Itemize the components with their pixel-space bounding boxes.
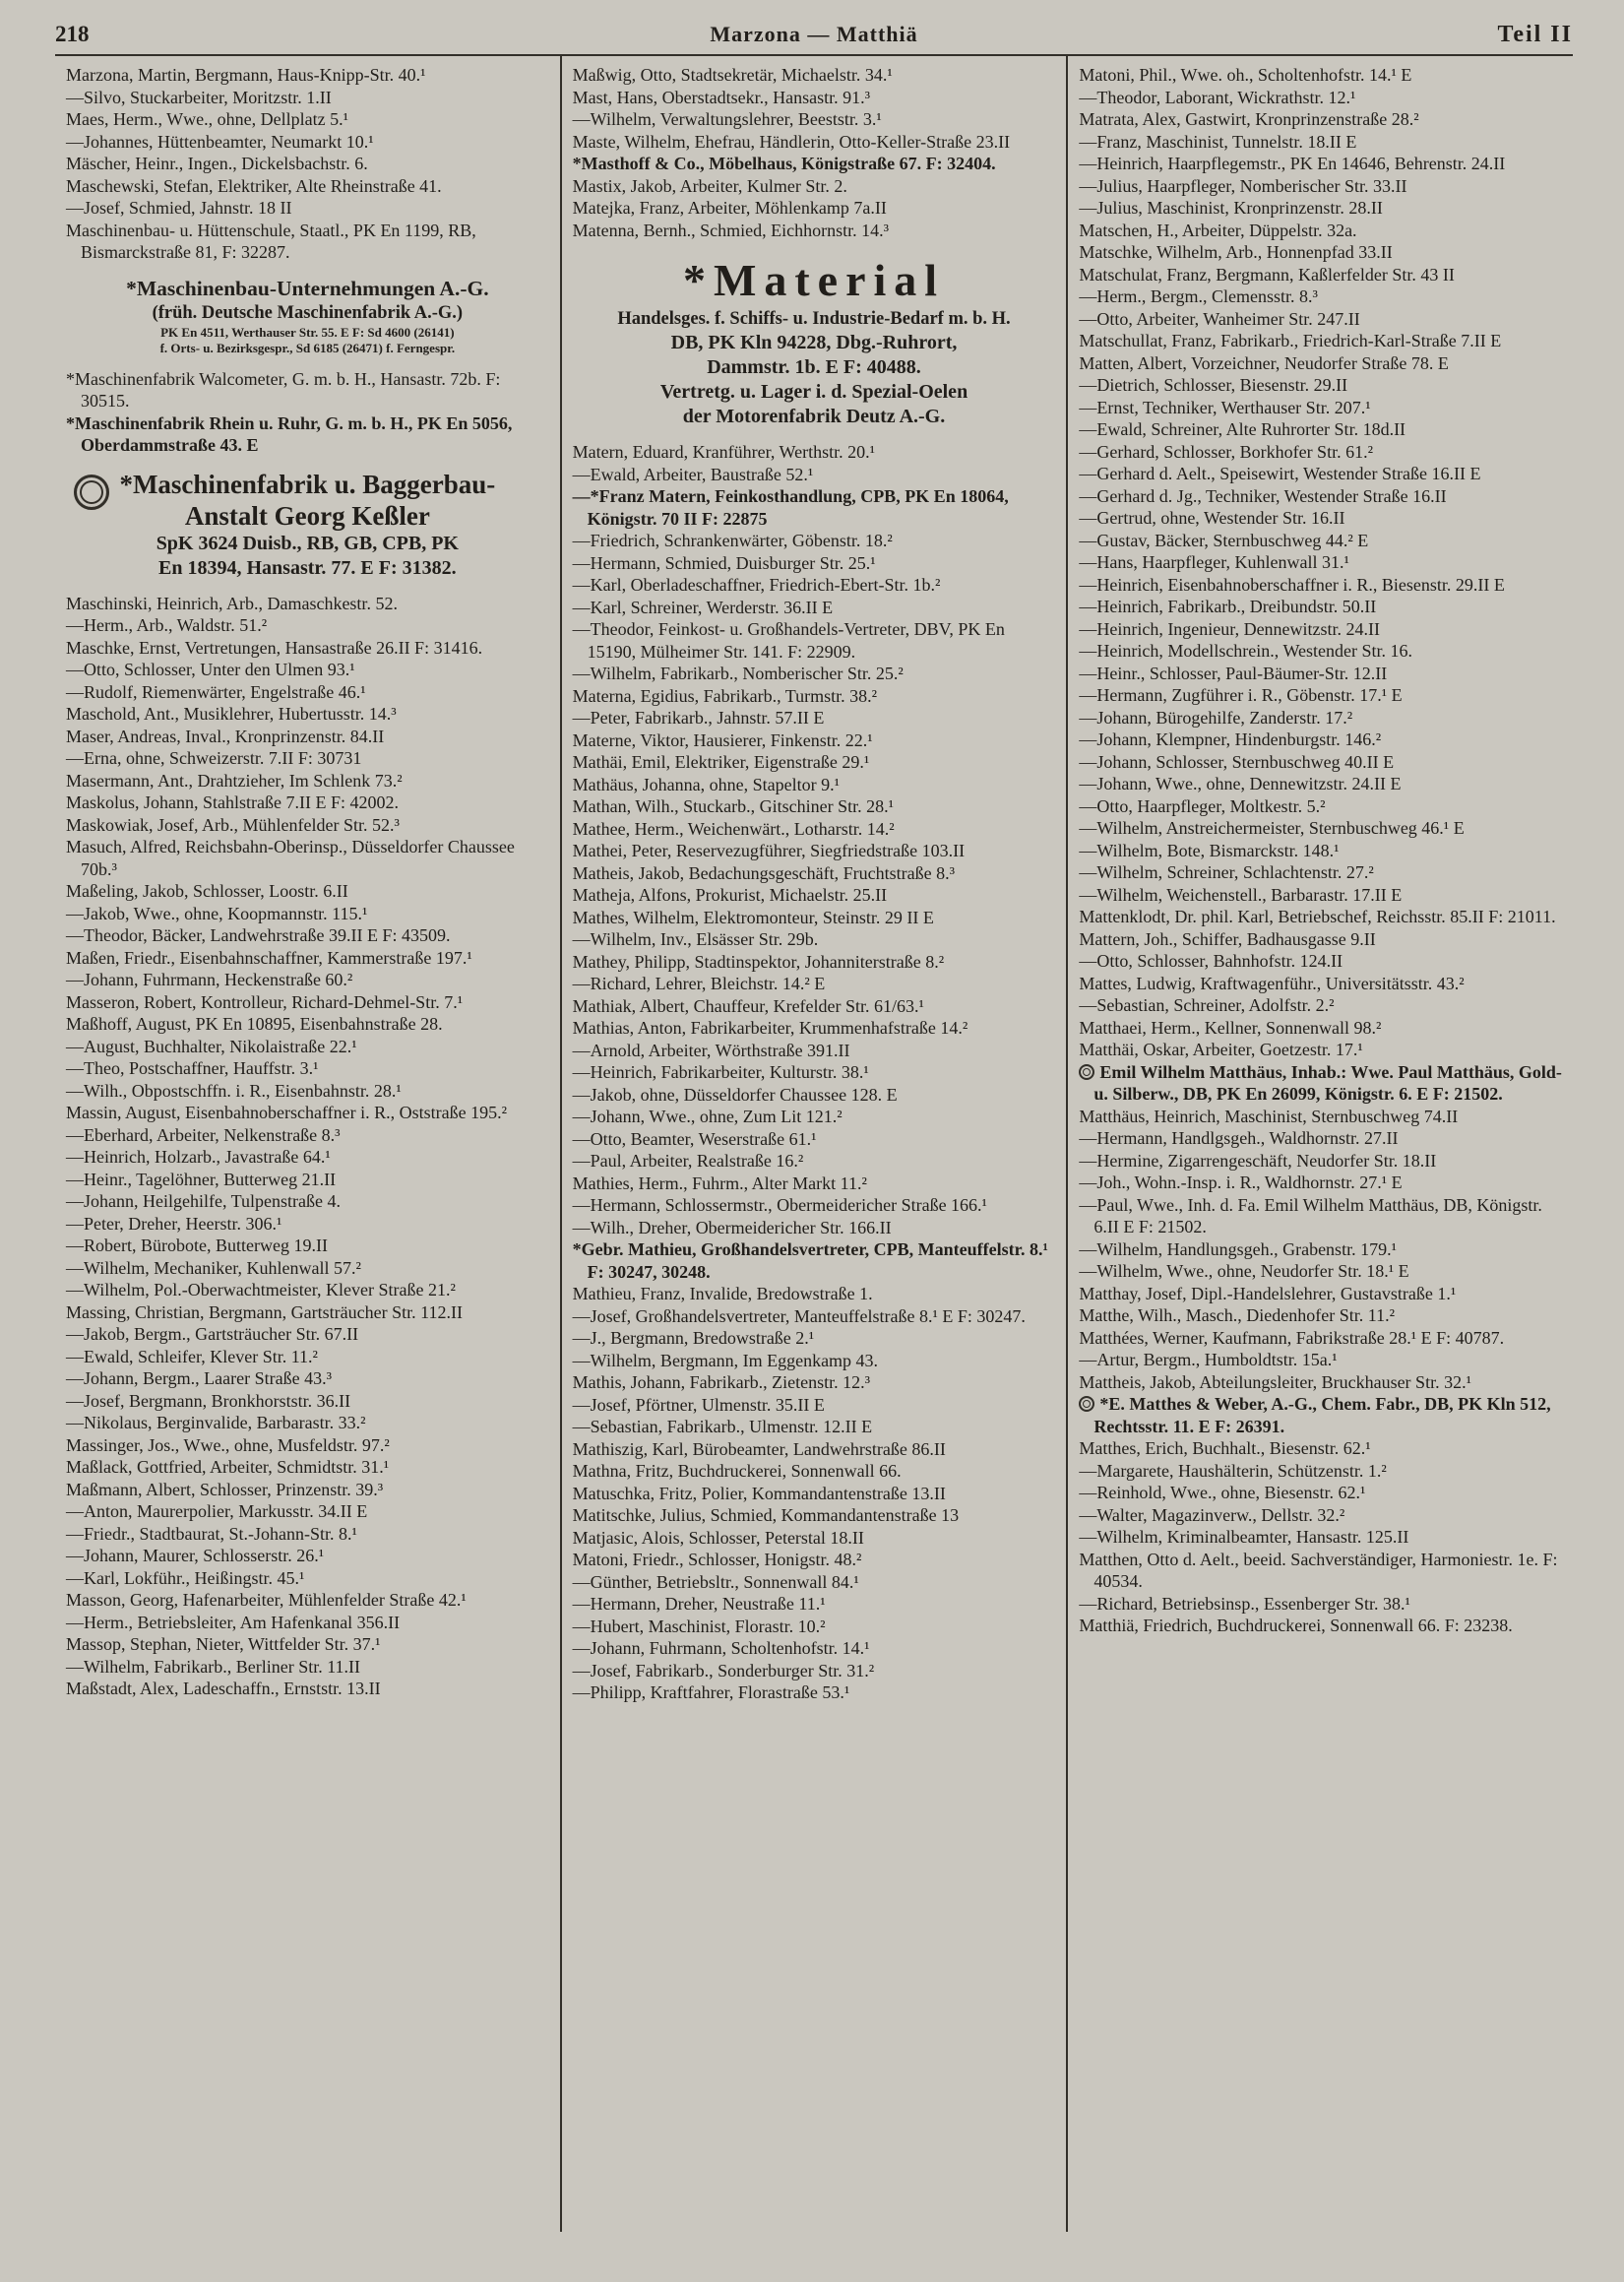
directory-entry: Matthäus, Heinrich, Maschinist, Sternbuschweg 74.II [1079,1106,1459,1126]
directory-entry: Maste, Wilhelm, Ehefrau, Händlerin, Otto-Keller-Straße 23.II [572,131,1011,152]
directory-entry: —Hermann, Dreher, Neustraße 11.¹ [572,1594,826,1614]
directory-entry: Mattes, Ludwig, Kraftwagenführ., Universitätsstr. 43.² [1079,973,1465,993]
directory-entry: —Theodor, Bäcker, Landwehrstraße 39.II E F: 43509. [66,925,451,945]
directory-entry: —Erna, ohne, Schweizerstr. 7.II F: 30731 [66,748,362,768]
directory-entry: —Otto, Beamter, Weserstraße 61.¹ [572,1128,817,1149]
directory-entry: Maschke, Ernst, Vertretungen, Hansastraße 26.II F: 31416. [66,637,483,658]
directory-entry: Mathiak, Albert, Chauffeur, Krefelder Str. 61/63.¹ [572,995,924,1016]
directory-entry: —Hans, Haarpfleger, Kuhlenwall 31.¹ [1079,552,1349,572]
directory-entry: —Friedr., Stadtbaurat, St.-Johann-Str. 8.¹ [66,1523,357,1544]
directory-entry: —Josef, Bergmann, Bronkhorststr. 36.II [66,1390,351,1411]
directory-entry: Matthay, Josef, Dipl.-Handelslehrer, Gustavstraße 1.¹ [1079,1283,1457,1303]
advert-line: (früh. Deutsche Maschinenfabrik A.-G.) [152,302,464,323]
directory-entry: Mattern, Joh., Schiffer, Badhausgasse 9.II [1079,928,1376,949]
directory-entry: Massing, Christian, Bergmann, Gartsträucher Str. 112.II [66,1301,463,1322]
directory-entry: Marzona, Martin, Bergmann, Haus-Knipp-Str. 40.¹ [66,65,426,85]
directory-entry: —Peter, Dreher, Heerstr. 306.¹ [66,1213,282,1234]
directory-entry: Massin, August, Eisenbahnoberschaffner i. R., Oststraße 195.² [66,1103,507,1122]
directory-entry: Maschold, Ant., Musiklehrer, Hubertusstr. 14.³ [66,704,397,724]
directory-entry: Masseron, Robert, Kontrolleur, Richard-Dehmel-Str. 7.¹ [66,991,464,1012]
advert-line: Dammstr. 1b. E F: 40488. [707,356,921,378]
directory-entry: —Wilh., Obpostschffn. i. R., Eisenbahnstr. 28.¹ [66,1080,402,1101]
directory-entry: —Gerhard d. Aelt., Speisewirt, Westender Straße 16.II E [1079,464,1481,483]
company-logo-icon [1079,1064,1094,1080]
directory-entry: —Johann, Wwe., ohne, Zum Lit 121.² [572,1107,843,1126]
directory-entry: Massop, Stephan, Nieter, Wittfelder Str. 37.¹ [66,1634,381,1654]
directory-entry: —Wilhelm, Pol.-Oberwachtmeister, Klever Straße 21.² [66,1280,456,1299]
directory-entry: —Otto, Schlosser, Unter den Ulmen 93.¹ [66,660,355,679]
directory-entry: —Josef, Großhandelsvertreter, Manteuffelstraße 8.¹ E F: 30247. [572,1305,1026,1326]
directory-entry: Matejka, Franz, Arbeiter, Möhlenkamp 7a.II [572,198,887,218]
directory-entry: Mathna, Fritz, Buchdruckerei, Sonnenwall 66. [572,1461,902,1481]
directory-entry: —Jakob, Bergm., Gartsträucher Str. 67.II [66,1324,359,1344]
directory-entry: —Sebastian, Fabrikarb., Ulmenstr. 12.II E [572,1417,873,1436]
directory-entry: Matuschka, Fritz, Polier, Kommandantenstraße 13.II [572,1483,946,1503]
directory-entry: —Theodor, Laborant, Wickrathstr. 12.¹ [1079,87,1356,107]
directory-entry: —Anton, Maurerpolier, Markusstr. 34.II E [66,1501,368,1521]
directory-entry: Matoni, Friedr., Schlosser, Honigstr. 48.² [572,1550,862,1569]
directory-entry: Maßwig, Otto, Stadtsekretär, Michaelstr. 34.¹ [572,65,893,85]
directory-entry: —Herm., Bergm., Clemensstr. 8.³ [1079,286,1318,306]
directory-entry: Mathies, Herm., Fuhrm., Alter Markt 11.² [572,1173,867,1193]
directory-entry: Mathäi, Emil, Elektriker, Eigenstraße 29.¹ [572,752,870,772]
directory-entry: —Josef, Pförtner, Ulmenstr. 35.II E [572,1394,825,1415]
directory-entry: —Ewald, Schleifer, Klever Str. 11.² [66,1346,318,1366]
directory-entry: —Ewald, Schreiner, Alte Ruhrorter Str. 18d.II [1079,419,1406,439]
directory-entry: —Karl, Lokführ., Heißingstr. 45.¹ [66,1567,305,1588]
advert-line: En 18394, Hansastr. 77. E F: 31382. [158,556,457,579]
directory-entry: —Johann, Fuhrmann, Heckenstraße 60.² [66,970,353,989]
directory-entry: —Gustav, Bäcker, Sternbuschweg 44.² E [1079,530,1369,550]
directory-entry: —Hermann, Handlgsgeh., Waldhornstr. 27.II [1079,1128,1399,1148]
directory-entry: —Jakob, ohne, Düsseldorfer Chaussee 128. E [572,1084,898,1105]
directory-entry: Masuch, Alfred, Reichsbahn-Oberinsp., Düsseldorfer Chaussee 70b.³ [66,837,515,879]
directory-column-3 [1066,56,1573,2232]
directory-entry: Maßlack, Gottfried, Arbeiter, Schmidtstr. 31.¹ [66,1457,390,1477]
directory-entry: —Wilhelm, Fabrikarb., Berliner Str. 11.II [66,1656,361,1677]
advert-line: der Motorenfabrik Deutz A.-G. [682,406,946,427]
directory-entry: Matheja, Alfons, Prokurist, Michaelstr. 25.II [572,885,888,905]
directory-column-1 [55,56,560,2232]
directory-entry: Masson, Georg, Hafenarbeiter, Mühlenfelder Straße 42.¹ [66,1590,467,1610]
directory-entry: Maskolus, Johann, Stahlstraße 7.II E F: 42002. [66,792,399,812]
part-label: Teil II [1497,22,1573,47]
directory-entry: Mastix, Jakob, Arbeiter, Kulmer Str. 2. [572,175,847,196]
directory-entry: —August, Buchhalter, Nikolaistraße 22.¹ [66,1036,357,1056]
directory-entry: —Otto, Schlosser, Bahnhofstr. 124.II [1079,951,1343,971]
directory-entry: —Wilhelm, Fabrikarb., Nomberischer Str. 25.² [572,664,904,683]
directory-entry: —Wilhelm, Verwaltungslehrer, Beeststr. 3.¹ [572,109,882,129]
directory-entry: Matern, Eduard, Kranführer, Werthstr. 20.¹ [572,442,875,462]
directory-entry: —Herm., Arb., Waldstr. 51.² [66,615,268,635]
page-number: 218 [55,22,90,46]
directory-entry: —Wilhelm, Wwe., ohne, Neudorfer Str. 18.¹ E [1079,1261,1409,1281]
directory-entry: —Gerhard, Schlosser, Borkhofer Str. 61.² [1079,441,1373,462]
company-logo-icon [1079,1396,1094,1412]
directory-entry: —Wilhelm, Handlungsgeh., Grabenstr. 179.¹ [1079,1238,1397,1259]
directory-entry: Mathis, Johann, Fabrikarb., Zietenstr. 12.³ [572,1372,871,1392]
directory-entry: Mattenklodt, Dr. phil. Karl, Betriebschef, Reichsstr. 85.II F: 21011. [1079,907,1556,926]
directory-entry: —Richard, Betriebsinsp., Essenberger Str. 38.¹ [1079,1593,1410,1614]
directory-entry: Matrata, Alex, Gastwirt, Kronprinzenstraße 28.² [1079,109,1419,129]
directory-entry: *Maschinenfabrik Walcometer, G. m. b. H., Hansastr. 72b. F: 30515. [66,368,501,411]
directory-entry: Matoni, Phil., Wwe. oh., Scholtenhofstr. 14.¹ E [1079,65,1412,85]
directory-entry: —Sebastian, Schreiner, Adolfstr. 2.² [1079,995,1335,1015]
advert-line: Anstalt Georg Keßler [184,500,430,531]
directory-entry: Matschullat, Franz, Fabrikarb., Friedrich-Karl-Straße 7.II E [1079,331,1502,350]
directory-entry: —*Franz Matern, Feinkosthandlung, CPB, PK En 18064, Königstr. 70 II F: 22875 [572,486,1009,529]
directory-entry: —Heinrich, Holzarb., Javastraße 64.¹ [66,1147,331,1167]
directory-entry: —Ernst, Techniker, Werthauser Str. 207.¹ [1079,397,1371,417]
advert-line: *Maschinenbau-Unternehmungen A.-G. [126,276,489,300]
directory-entry: —Johann, Bergm., Laarer Straße 43.³ [66,1368,332,1388]
directory-entry: —Johann, Maurer, Schlosserstr. 26.¹ [66,1546,325,1565]
directory-entry: —Rudolf, Riemenwärter, Engelstraße 46.¹ [66,681,366,702]
directory-entry: —Johann, Fuhrmann, Scholtenhofstr. 14.¹ [572,1638,870,1658]
directory-entry: Matthe, Wilh., Masch., Diedenhofer Str. 11.² [1079,1305,1395,1325]
directory-entry: —Philipp, Kraftfahrer, Florastraße 53.¹ [572,1682,850,1702]
directory-entry: —Johann, Schlosser, Sternbuschweg 40.II E [1079,751,1395,772]
directory-entry: Matthäi, Oskar, Arbeiter, Goetzestr. 17.¹ [1079,1040,1363,1059]
directory-entry: Mathan, Wilh., Stuckarb., Gitschiner Str. 28.¹ [572,796,894,816]
directory-entry: —Gertrud, ohne, Westender Str. 16.II [1079,508,1345,528]
directory-entry: —Franz, Maschinist, Tunnelstr. 18.II E [1079,131,1357,152]
directory-entry: —Eberhard, Arbeiter, Nelkenstraße 8.³ [66,1124,341,1145]
directory-entry: —Heinrich, Fabrikarb., Dreibundstr. 50.II [1079,597,1377,616]
directory-entry: —Karl, Schreiner, Werderstr. 36.II E [572,597,834,617]
directory-entry: —Joh., Wohn.-Insp. i. R., Waldhornstr. 27.¹ E [1079,1173,1403,1192]
company-seal-icon [74,475,109,510]
directory-entry: Matthaei, Herm., Kellner, Sonnenwall 98.² [1079,1017,1382,1038]
directory-entry: —Paul, Arbeiter, Realstraße 16.² [572,1151,804,1171]
directory-entry: —Johann, Bürogehilfe, Zanderstr. 17.² [1079,707,1353,728]
directory-entry: Mathei, Peter, Reservezugführer, Siegfriedstraße 103.II [572,841,966,860]
advert-line: DB, PK Kln 94228, Dbg.-Ruhrort, [670,332,958,353]
directory-entry: —Friedrich, Schrankenwärter, Göbenstr. 18.² [572,531,893,550]
directory-entry: Maßeling, Jakob, Schlosser, Loostr. 6.II [66,881,348,901]
directory-entry: Mathey, Philipp, Stadtinspektor, Johanniterstraße 8.² [572,951,945,972]
directory-entry: —Heinrich, Fabrikarbeiter, Kulturstr. 38.¹ [572,1062,869,1082]
directory-entry: Materne, Viktor, Hausierer, Finkenstr. 22.¹ [572,729,873,750]
directory-entry: —Wilhelm, Bergmann, Im Eggenkamp 43. [572,1350,879,1370]
directory-entry: —Heinr., Tagelöhner, Butterweg 21.II [66,1169,337,1189]
directory-entry: Mathes, Wilhelm, Elektromonteur, Steinstr. 29 II E [572,907,934,927]
directory-entry: —Paul, Wwe., Inh. d. Fa. Emil Wilhelm Matthäus, DB, Königstr. 6.II E F: 21502. [1079,1194,1542,1236]
directory-entry: —Wilhelm, Kriminalbeamter, Hansastr. 125.II [1079,1527,1409,1547]
directory-entry: —Johann, Klempner, Hindenburgstr. 146.² [1079,729,1382,749]
directory-entry: Matthes, Erich, Buchhalt., Biesenstr. 62.¹ [1079,1438,1371,1458]
directory-entry: —Wilh., Dreher, Obermeidericher Str. 166.II [572,1217,892,1237]
running-title: Marzona — Matthiä [710,22,918,46]
directory-entry: Maßstadt, Alex, Ladeschaffn., Ernststr. 13.II [66,1679,381,1698]
directory-entry: —Hermann, Schmied, Duisburger Str. 25.¹ [572,552,876,573]
directory-entry: Maschinski, Heinrich, Arb., Damaschkestr. 52. [66,593,398,613]
directory-entry: —Heinrich, Ingenieur, Dennewitzstr. 24.II [1079,618,1381,639]
columns-container [55,56,1573,2232]
directory-entry: —Heinrich, Haarpflegemstr., PK En 14646, Behrenstr. 24.II [1079,154,1506,173]
directory-entry: —Karl, Oberladeschaffner, Friedrich-Ebert-Str. 1b.² [572,575,941,595]
directory-entry: Mathäus, Johanna, ohne, Stapeltor 9.¹ [572,774,841,794]
directory-entry: Mäscher, Heinr., Ingen., Dickelsbachstr. 6. [66,154,368,173]
directory-entry: —Ewald, Arbeiter, Baustraße 52.¹ [572,464,814,484]
directory-entry: Massinger, Jos., Wwe., ohne, Musfeldstr. 97.² [66,1434,390,1455]
directory-entry: —Dietrich, Schlosser, Biesenstr. 29.II [1079,375,1348,395]
directory-entry: —Herm., Betriebsleiter, Am Hafenkanal 356.II [66,1612,401,1632]
directory-entry: —Josef, Fabrikarb., Sonderburger Str. 31.² [572,1660,875,1680]
directory-entry: Maßhoff, August, PK En 10895, Eisenbahnstraße 28. [66,1014,443,1034]
directory-entry: —Theo, Postschaffner, Hauffstr. 3.¹ [66,1058,319,1078]
directory-entry: Mathiszig, Karl, Bürobeamter, Landwehrstraße 86.II [572,1438,946,1459]
directory-column-2 [560,56,1067,2232]
directory-entry: —J., Bergmann, Bredowstraße 2.¹ [572,1328,815,1348]
directory-entry: —Wilhelm, Anstreichermeister, Sternbuschweg 46.¹ E [1079,818,1465,838]
directory-entry: —Günther, Betriebsltr., Sonnenwall 84.¹ [572,1571,859,1592]
directory-entry: —Otto, Haarpfleger, Moltkestr. 5.² [1079,795,1326,816]
directory-entry: Mathee, Herm., Weichenwärt., Lotharstr. 14.² [572,818,895,839]
directory-entry: *Maschinenfabrik Rhein u. Ruhr, G. m. b. H., PK En 5056, Oberdammstraße 43. E [66,412,513,455]
directory-entry: —Otto, Arbeiter, Wanheimer Str. 247.II [1079,308,1360,329]
kessler-baggerbau-ad [70,469,545,581]
advert-line: SpK 3624 Duisb., RB, GB, CPB, PK [156,532,459,554]
directory-entry: —Heinrich, Modellschrein., Westender Str. 16. [1079,641,1412,661]
directory-entry: —Arnold, Arbeiter, Wörthstraße 391.II [572,1040,850,1060]
directory-entry: —Robert, Bürobote, Butterweg 19.II [66,1236,328,1255]
directory-entry: —Richard, Lehrer, Bleichstr. 14.² E [572,974,826,993]
directory-entry: —Julius, Haarpfleger, Nomberischer Str. 33.II [1079,175,1407,196]
directory-entry: —Johannes, Hüttenbeamter, Neumarkt 10.¹ [66,131,374,152]
advert-line: f. Orts- u. Bezirksgespr., Sd 6185 (26471) f. Ferngespr. [159,340,456,355]
directory-entry: Maes, Herm., Wwe., ohne, Dellplatz 5.¹ [66,109,348,129]
directory-entry: *E. Matthes & Weber, A.-G., Chem. Fabr., DB, PK Kln 512, Rechtsstr. 11. E F: 26391. [1079,1393,1562,1437]
directory-entry: —Walter, Magazinverw., Dellstr. 32.² [1079,1504,1345,1525]
material-handelsges-ad [577,253,1052,429]
directory-entry: —Hermann, Zugführer i. R., Göbenstr. 17.¹ E [1079,685,1403,705]
directory-entry: *Masthoff & Co., Möbelhaus, Königstraße 67. F: 32404. [572,154,996,173]
directory-entry: —Heinrich, Eisenbahnoberschaffner i. R., Biesenstr. 29.II E [1079,574,1505,595]
directory-entry: Matjasic, Alois, Schlosser, Peterstal 18.II [572,1527,864,1548]
maschinenbau-unternehmungen-ad [70,276,545,356]
directory-entry: —Wilhelm, Mechaniker, Kuhlenwall 57.² [66,1257,361,1278]
directory-entry: Matschulat, Franz, Bergmann, Kaßlerfelder Str. 43 II [1079,264,1455,285]
directory-entry: Materna, Egidius, Fabrikarb., Turmstr. 38.² [572,685,878,706]
advert-line: *Material [682,255,946,305]
directory-entry: —Hermann, Schlossermstr., Obermeidericher Straße 166.¹ [572,1195,987,1215]
directory-entry: Matthées, Werner, Kaufmann, Fabrikstraße 28.¹ E F: 40787. [1079,1327,1505,1348]
directory-entry: —Wilhelm, Weichenstell., Barbarastr. 17.II E [1079,884,1403,905]
directory-entry: Mattheis, Jakob, Abteilungsleiter, Bruckhauser Str. 32.¹ [1079,1371,1471,1392]
directory-entry: —Wilhelm, Bote, Bismarckstr. 148.¹ [1079,840,1340,860]
directory-entry: Matschke, Wilhelm, Arb., Honnenpfad 33.II [1079,242,1393,262]
directory-entry: Masermann, Ant., Drahtzieher, Im Schlenk 73.² [66,770,403,791]
directory-entry: Matthiä, Friedrich, Buchdruckerei, Sonnenwall 66. F: 23238. [1079,1616,1513,1635]
directory-entry: Mathieu, Franz, Invalide, Bredowstraße 1. [572,1284,873,1303]
directory-entry: —Peter, Fabrikarb., Jahnstr. 57.II E [572,708,825,728]
directory-entry: —Margarete, Haushälterin, Schützenstr. 1.² [1079,1460,1387,1481]
directory-entry: Maschewski, Stefan, Elektriker, Alte Rheinstraße 41. [66,175,442,196]
directory-entry: —Hubert, Maschinist, Florastr. 10.² [572,1616,826,1636]
directory-entry: Matitschke, Julius, Schmied, Kommandantenstraße 13 [572,1505,960,1525]
directory-entry: Maskowiak, Josef, Arb., Mühlenfelder Str. 52.³ [66,814,400,835]
directory-entry: *Gebr. Mathieu, Großhandelsvertreter, CPB, Manteuffelstr. 8.¹ F: 30247, 30248. [572,1239,1048,1282]
directory-entry: —Hermine, Zigarrengeschäft, Neudorfer Str. 18.II [1079,1150,1437,1171]
directory-entry: —Reinhold, Wwe., ohne, Biesenstr. 62.¹ [1079,1483,1366,1502]
advert-line: Vertretg. u. Lager i. d. Spezial-Oelen [659,381,968,403]
directory-entry: —Heinr., Schlosser, Paul-Bäumer-Str. 12.II [1079,663,1388,683]
directory-entry: —Julius, Maschinist, Kronprinzenstr. 28.II [1079,198,1383,218]
directory-entry: —Gerhard d. Jg., Techniker, Westender Straße 16.II [1079,485,1447,506]
directory-entry: —Wilhelm, Inv., Elsässer Str. 29b. [572,929,819,949]
directory-entry: Matschen, H., Arbeiter, Düppelstr. 32a. [1079,220,1357,240]
directory-entry: —Artur, Bergm., Humboldtstr. 15a.¹ [1079,1350,1338,1369]
advert-line: Handelsges. f. Schiffs- u. Industrie-Bedarf m. b. H. [617,309,1011,329]
directory-entry: Matten, Albert, Vorzeichner, Neudorfer Straße 78. E [1079,352,1449,373]
directory-entry: Mast, Hans, Oberstadtsekr., Hansastr. 91.³ [572,87,871,107]
directory-entry: Maßmann, Albert, Schlosser, Prinzenstr. 39.³ [66,1479,384,1499]
directory-entry: Matenna, Bernh., Schmied, Eichhornstr. 14.³ [572,220,890,240]
directory-entry: —Silvo, Stuckarbeiter, Moritzstr. 1.II [66,87,332,107]
directory-entry: Matheis, Jakob, Bedachungsgeschäft, Fruchtstraße 8.³ [572,862,955,883]
directory-entry: Maser, Andreas, Inval., Kronprinzenstr. 84.II [66,726,385,746]
advert-line: *Maschinenfabrik u. Baggerbau- [119,469,496,499]
directory-entry: —Wilhelm, Schreiner, Schlachtenstr. 27.² [1079,862,1374,882]
directory-entry: —Nikolaus, Berginvalide, Barbarastr. 33.² [66,1413,366,1432]
directory-entry: Maßen, Friedr., Eisenbahnschaffner, Kammerstraße 197.¹ [66,947,472,968]
page-header [55,22,1573,56]
advert-line: PK En 4511, Werthauser Str. 55. E F: Sd 4600 (26141) [160,324,455,340]
directory-entry: Mathias, Anton, Fabrikarbeiter, Krummenhafstraße 14.² [572,1018,968,1038]
directory-entry: —Johann, Heilgehilfe, Tulpenstraße 4. [66,1191,341,1211]
directory-entry: Maschinenbau- u. Hüttenschule, Staatl., PK En 1199, RB, Bismarckstraße 81, F: 32287. [66,220,476,262]
directory-entry: —Johann, Wwe., ohne, Dennewitzstr. 24.II E [1079,774,1402,793]
directory-entry: —Jakob, Wwe., ohne, Koopmannstr. 115.¹ [66,903,368,923]
directory-entry: —Josef, Schmied, Jahnstr. 18 II [66,198,292,218]
directory-entry: —Theodor, Feinkost- u. Großhandels-Vertreter, DBV, PK En 15190, Mülheimer Str. 141. F: 22909. [572,619,1005,662]
directory-entry: Emil Wilhelm Matthäus, Inhab.: Wwe. Paul Matthäus, Gold- u. Silberw., DB, PK En 26099, Königstr. 6. E F: 21502. [1079,1061,1562,1106]
directory-entry: Matthen, Otto d. Aelt., beeid. Sachverständiger, Harmoniestr. 1e. F: 40534. [1079,1549,1558,1591]
